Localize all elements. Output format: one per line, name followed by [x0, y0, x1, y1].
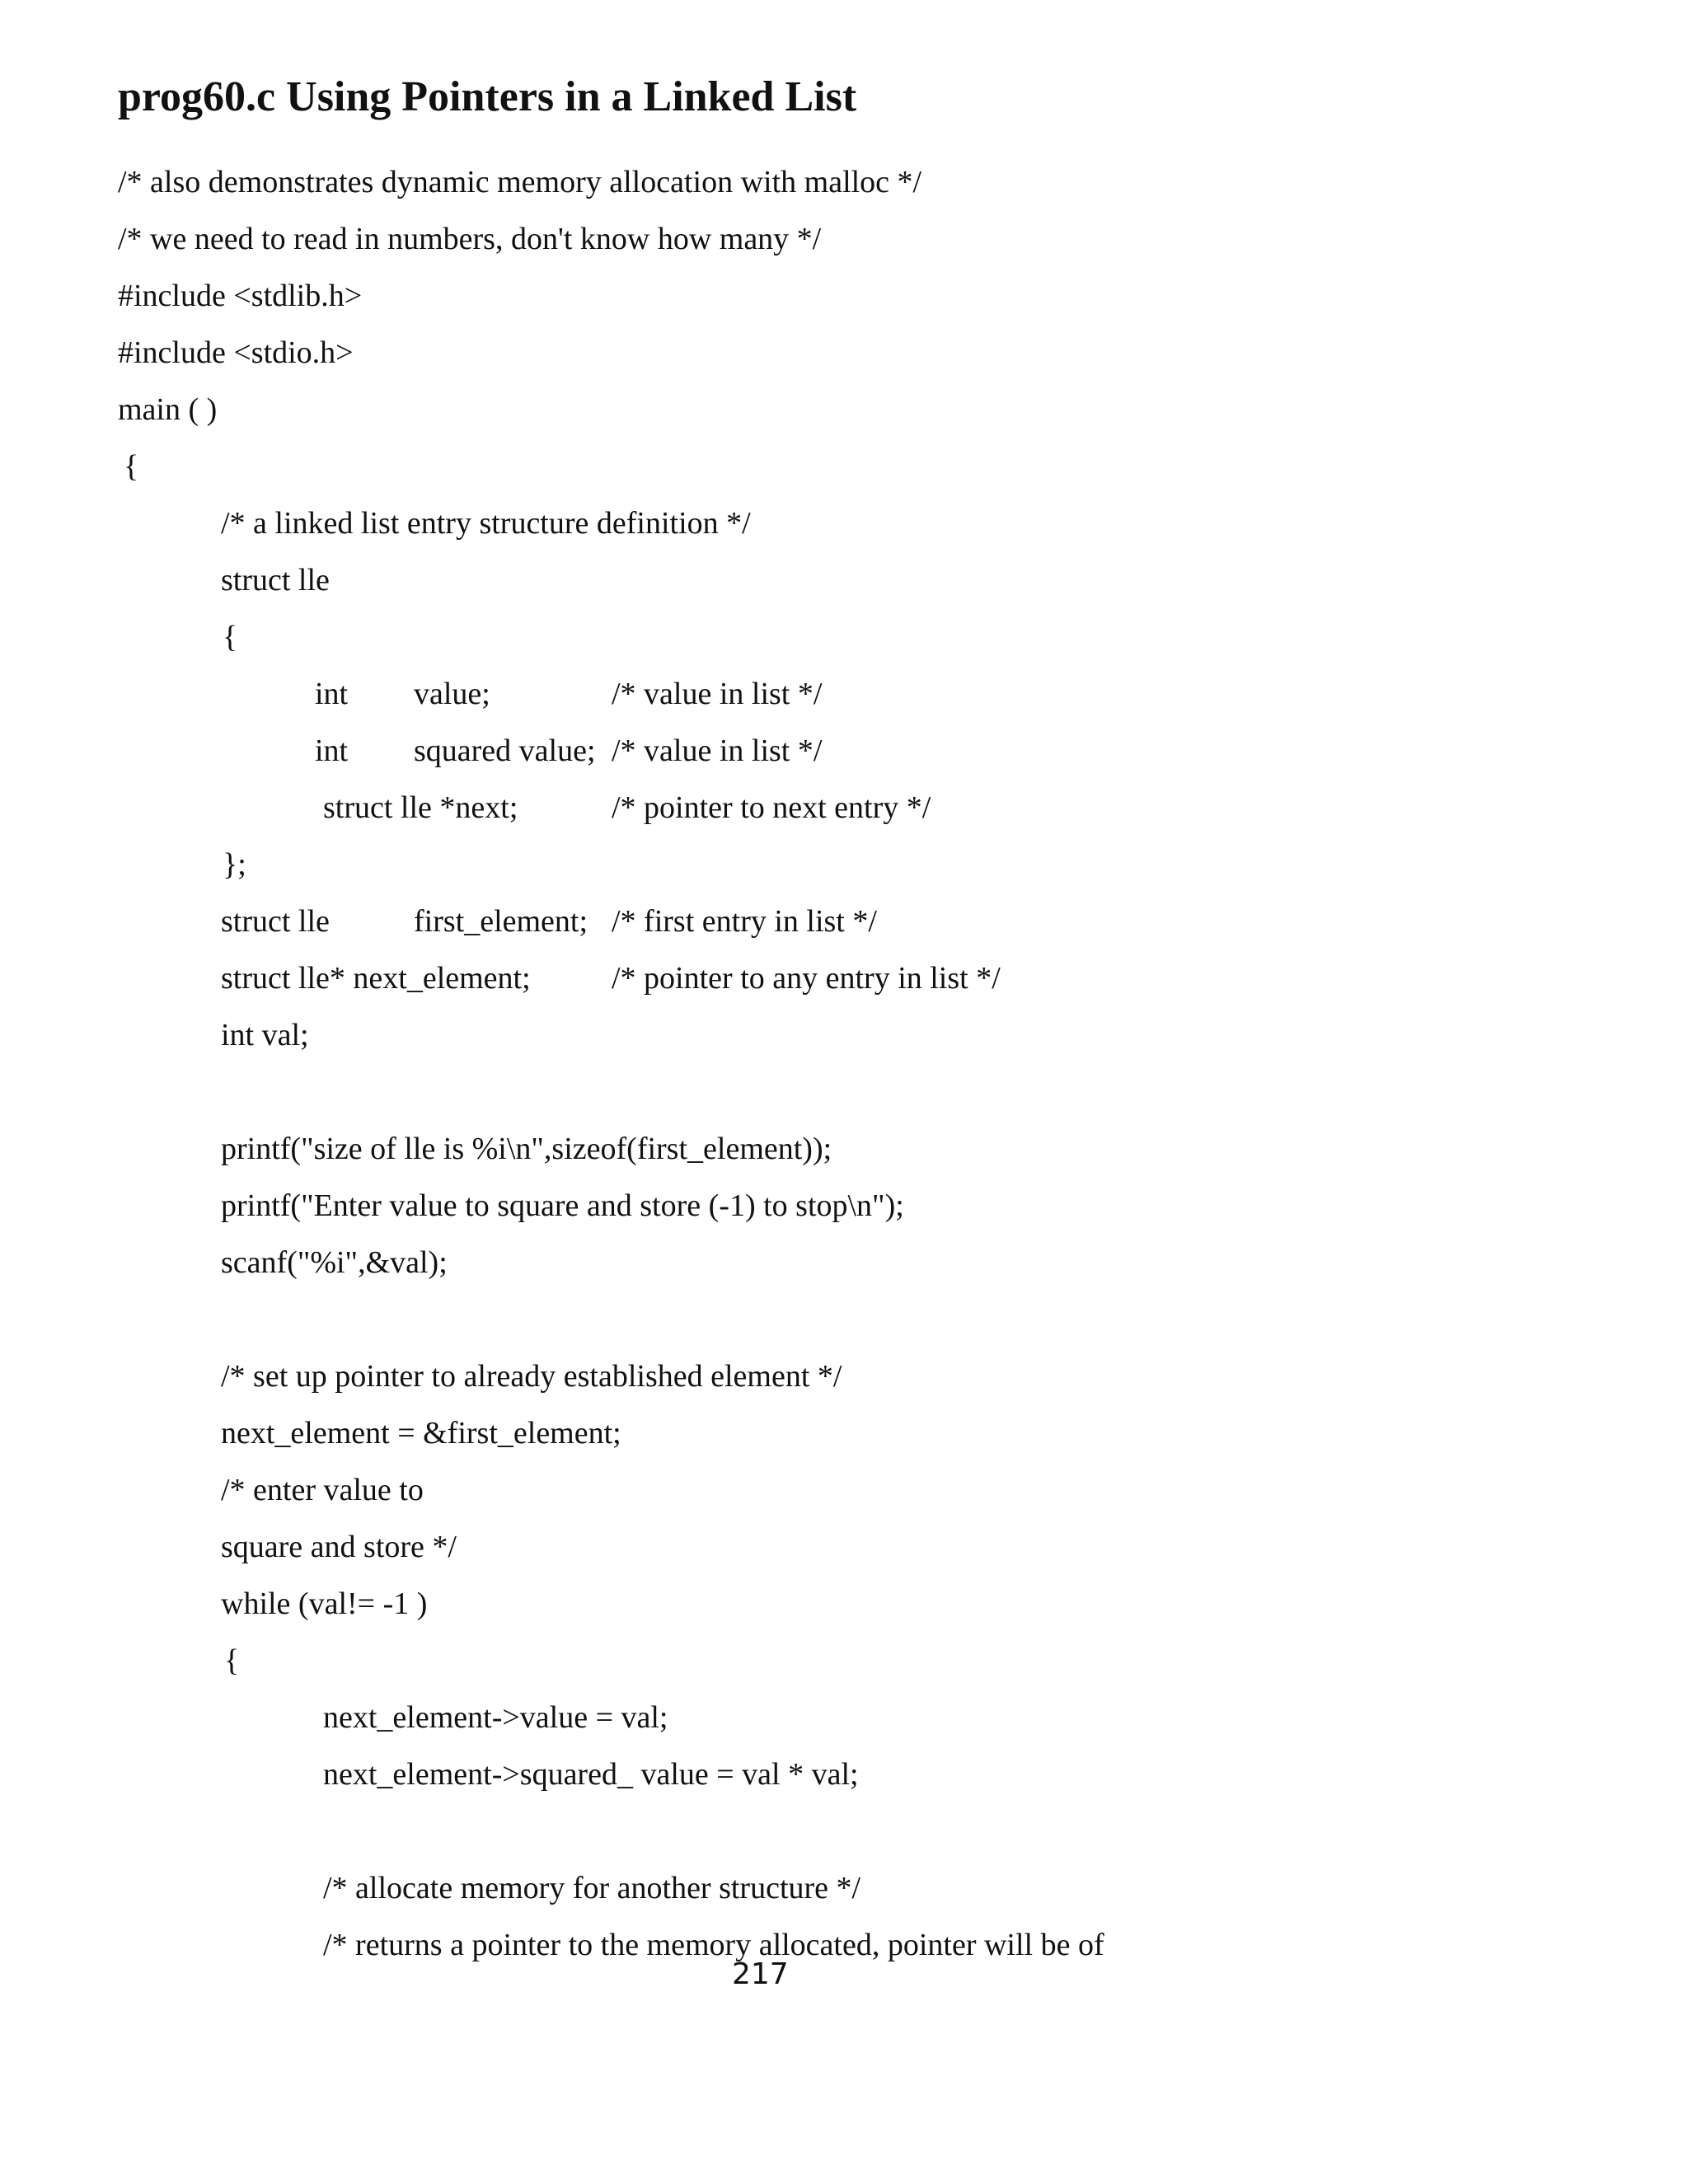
- code-line-printf-enter: printf("Enter value to square and store (-1) to stop\n");: [221, 1188, 904, 1223]
- code-line-comment-read-numbers: /* we need to read in numbers, don't know how many */: [118, 222, 822, 256]
- code-decl-next-decl: struct lle* next_element;: [221, 961, 531, 996]
- code-line-assign-next-element: next_element = &first_element;: [221, 1416, 621, 1451]
- page-number: 217: [732, 1957, 789, 1991]
- code-member-squared-name: squared value;: [414, 733, 596, 768]
- page-title: prog60.c Using Pointers in a Linked List: [118, 73, 857, 120]
- code-line-comment-returns-pointer: /* returns a pointer to the memory allocated, pointer will be of: [323, 1928, 1104, 1962]
- code-line-decl-val: int val;: [221, 1018, 309, 1052]
- code-line-struct-open-brace: {: [223, 620, 238, 654]
- code-line-while-open-brace: {: [224, 1643, 240, 1678]
- code-line-include-stdlib: #include <stdlib.h>: [118, 279, 363, 313]
- code-line-comment-enter-value-2: square and store */: [221, 1530, 457, 1564]
- code-decl-first-name: first_element;: [414, 904, 588, 939]
- code-line-main-open-brace: {: [124, 449, 139, 484]
- code-line-comment-setup-pointer: /* set up pointer to already established element */: [221, 1359, 842, 1394]
- code-line-assign-squared: next_element->squared_ value = val * val;: [323, 1757, 859, 1792]
- code-line-comment-struct-def: /* a linked list entry structure definition */: [221, 506, 751, 541]
- code-line-assign-value: next_element->value = val;: [323, 1700, 668, 1735]
- code-member-squared-type: int: [315, 733, 349, 768]
- code-line-include-stdio: #include <stdio.h>: [118, 335, 354, 370]
- code-member-next-comment: /* pointer to next entry */: [612, 790, 931, 825]
- code-member-squared-comment: /* value in list */: [612, 733, 823, 768]
- code-line-comment-enter-value-1: /* enter value to: [221, 1473, 424, 1507]
- code-line-while-stmt: while (val!= -1 ): [221, 1586, 428, 1621]
- code-member-value-type: int: [315, 677, 349, 711]
- code-line-main-decl: main ( ): [118, 392, 218, 427]
- code-line-struct-lle: struct lle: [221, 563, 330, 598]
- code-member-value-comment: /* value in list */: [612, 677, 823, 711]
- code-line-struct-close: };: [223, 847, 246, 882]
- code-decl-first-comment: /* first entry in list */: [612, 904, 877, 939]
- code-decl-first-type: struct lle: [221, 904, 330, 939]
- code-line-comment-malloc: /* also demonstrates dynamic memory allocation with malloc */: [118, 165, 922, 199]
- code-line-printf-size: printf("size of lle is %i\n",sizeof(first_element));: [221, 1132, 832, 1166]
- code-decl-next-comment: /* pointer to any entry in list */: [612, 961, 1001, 996]
- code-line-scanf-val: scanf("%i",&val);: [221, 1245, 448, 1280]
- code-member-next-decl: struct lle *next;: [323, 790, 518, 825]
- code-member-value-name: value;: [414, 677, 490, 711]
- code-line-comment-allocate: /* allocate memory for another structure */: [323, 1871, 861, 1905]
